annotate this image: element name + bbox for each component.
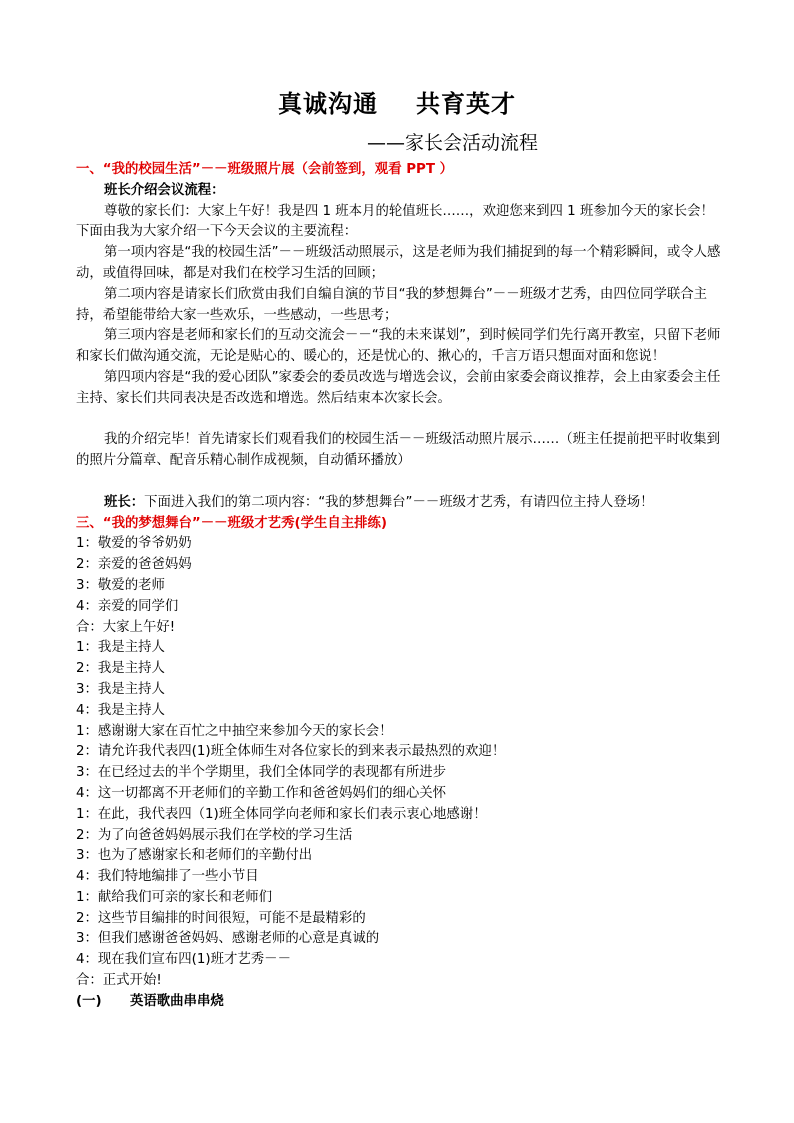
script-line: 1：我是主持人 xyxy=(76,640,165,656)
paragraph-5: 第四项内容是“我的爱心团队”家委会的委员改选与增选会议，会前由家委会商议推荐，会上由家委会主任主持、家长们共同表决是否改选和增选。然后结束本次家长会。 xyxy=(76,369,721,406)
script-line: 1：感谢谢大家在百忙之中抽空来参加今天的家长会！ xyxy=(76,723,393,739)
paragraph-2: 第一项内容是“我的校园生活”－－班级活动照展示，这是老师为我们捕捉到的每一个精彩瞬间，或令人感动，或值得回味，都是对我们在校学习生活的回顾； xyxy=(76,245,721,281)
paragraph-1: 尊敬的家长们：大家上午好！我是四 1 班本月的轮值班长……，欢迎您来到四 1 班参加今天的家长会！下面由我为大家介绍一下今天会议的主要流程： xyxy=(76,203,714,240)
script-line: 1：敬爱的爷爷奶奶 xyxy=(76,536,192,552)
script-line: 3：我是主持人 xyxy=(76,681,165,697)
script-line: 3：在已经过去的半个学期里，我们全体同学的表现都有所进步 xyxy=(76,765,447,781)
script-line: 2：为了向爸爸妈妈展示我们在学校的学习生活 xyxy=(76,827,353,843)
section-1-heading: 一、“我的校园生活”－－班级照片展（会前签到，观看 PPT ） xyxy=(76,162,454,177)
program-item-title: 英语歌曲串串烧 xyxy=(130,993,224,1009)
script-line: 2：这些节目编排的时间很短，可能不是最精彩的 xyxy=(76,910,366,926)
blank-line xyxy=(76,472,724,493)
page-subtitle: ——家长会活动流程 xyxy=(367,132,539,154)
script-line: 1：献给我们可亲的家长和老师们 xyxy=(76,889,272,905)
monitor-label: 班长： xyxy=(104,494,145,510)
paragraph-4: 第三项内容是老师和家长们的互动交流会－－“我的未来谋划”，到时候同学们先行离开教室，只留下老师和家长们做沟通交流，无论是贴心的、暖心的，还是忧心的、揪心的，千言万语只想面对面和您说！ xyxy=(76,328,721,365)
monitor-text: 下面进入我们的第二项内容：“我的梦想舞台”－－班级才艺秀，有请四位主持人登场！ xyxy=(144,494,654,510)
script-line: 4：现在我们宣布四(1)班才艺秀－－ xyxy=(76,952,291,968)
script-line: 合：正式开始! xyxy=(76,973,162,989)
flow-label: 班长介绍会议流程： xyxy=(104,182,225,198)
program-item xyxy=(76,992,724,1013)
script-line: 4：我们特地编排了一些小节目 xyxy=(76,869,259,885)
script-line: 2：亲爱的爸爸妈妈 xyxy=(76,557,192,573)
script-line: 4：我是主持人 xyxy=(76,702,165,718)
script-line: 1：在此，我代表四（1)班全体同学向老师和家长们表示衷心地感谢！ xyxy=(76,806,487,822)
script-line: 2：我是主持人 xyxy=(76,661,165,677)
section-3-heading: 三、“我的梦想舞台”－－班级才艺秀(学生自主排练) xyxy=(76,515,388,531)
page-title xyxy=(0,84,794,119)
paragraph-6: 我的介绍完毕！首先请家长们观看我们的校园生活－－班级活动照片展示……（班主任提前把平时收集到的照片分篇章、配音乐精心制作成视频，自动循环播放） xyxy=(76,432,720,469)
script-line: 3：但我们感谢爸爸妈妈、感谢老师的心意是真诚的 xyxy=(76,931,380,947)
script-line: 合：大家上午好! xyxy=(76,619,176,635)
monitor-line xyxy=(76,493,724,514)
script-line: 2：请允许我代表四(1)班全体师生对各位家长的到来表示最热烈的欢迎！ xyxy=(76,744,506,760)
script-line: 4：亲爱的同学们 xyxy=(76,598,179,614)
script-line: 3：敬爱的老师 xyxy=(76,577,165,593)
title-part-2: 共育英才 xyxy=(416,90,516,118)
paragraph-3: 第二项内容是请家长们欣赏由我们自编自演的节目“我的梦想舞台”－－班级才艺秀，由四位同学联合主持，希望能带给大家一些欢乐，一些感动，一些思考； xyxy=(76,286,708,323)
title-part-1: 真诚沟通 xyxy=(278,90,378,118)
script-line: 3：也为了感谢家长和老师们的辛勤付出 xyxy=(76,848,313,864)
host-script xyxy=(76,534,724,992)
blank-line xyxy=(76,410,724,431)
script-line: 4：这一切都离不开老师们的辛勤工作和爸爸妈妈们的细心关怀 xyxy=(76,785,447,801)
program-item-number: (一) xyxy=(76,993,102,1009)
document-body xyxy=(76,160,724,1013)
